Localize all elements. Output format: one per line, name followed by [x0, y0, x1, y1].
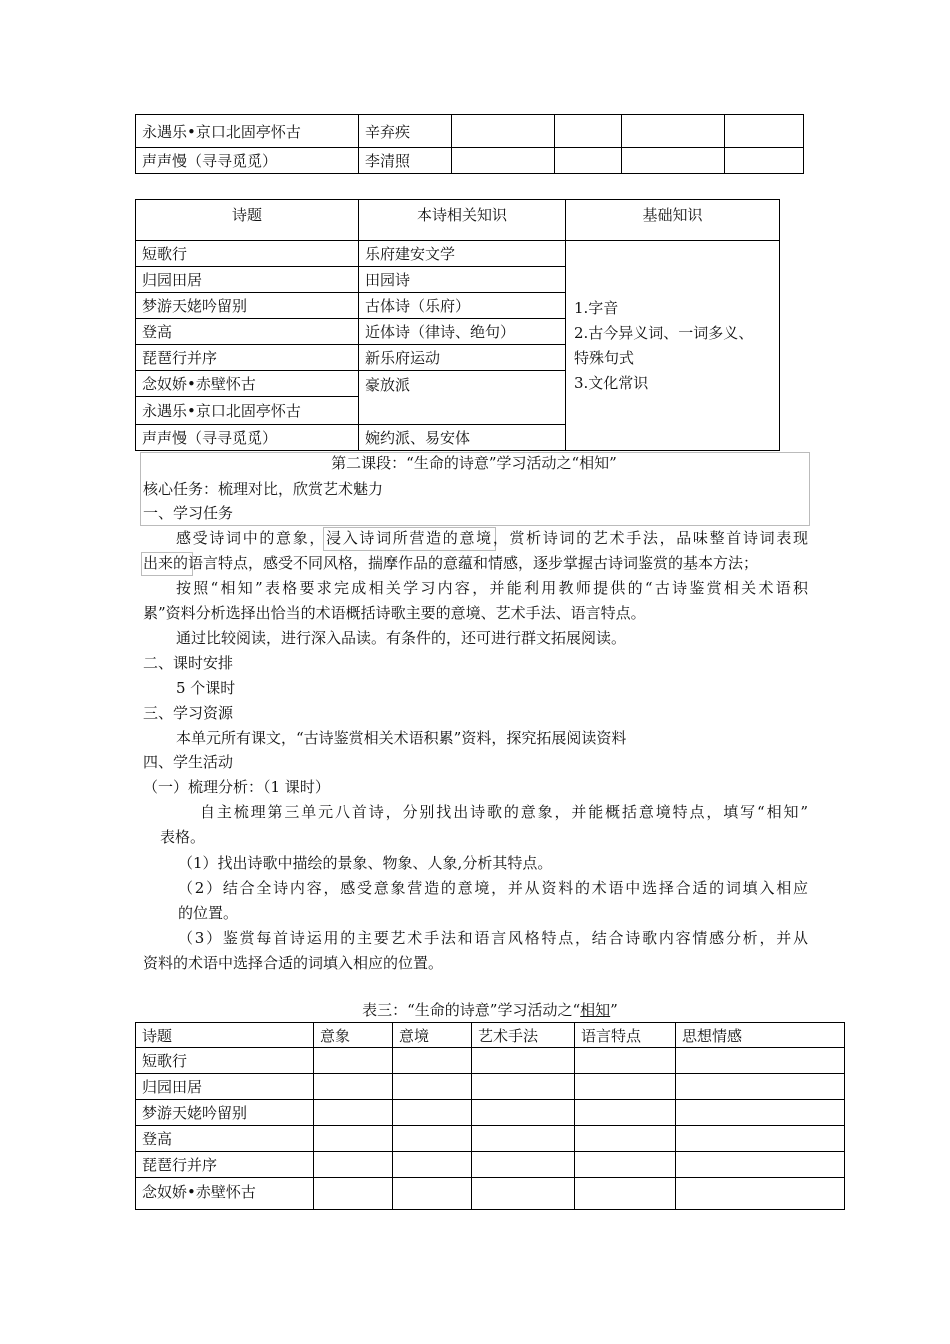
table-row [136, 241, 780, 267]
knowledge-cell: 乐府建安文学 [359, 241, 566, 267]
step-item: 资料的术语中选择合适的词填入相应的位置。 [143, 954, 444, 972]
knowledge-cell: 婉约派、易安体 [359, 425, 566, 451]
table-authors [135, 114, 804, 174]
header-cell: 意境 [393, 1023, 472, 1048]
hours-text: 5 个课时 [176, 679, 236, 697]
table-row [136, 1074, 845, 1100]
author-cell: 李清照 [359, 148, 452, 174]
poem-title-cell: 归园田居 [136, 1074, 314, 1100]
header-cell: 艺术手法 [472, 1023, 575, 1048]
header-cell: 本诗相关知识 [359, 200, 566, 241]
paragraph-line: 累”资料分析选择出恰当的术语概括诗歌主要的意境、艺术手法、语言特点。 [143, 604, 646, 622]
poem-title-cell: 短歌行 [136, 241, 359, 267]
poem-title-cell: 梦游天姥吟留别 [136, 1100, 314, 1126]
basics-line: 1.字音 [574, 298, 619, 317]
poem-title-cell: 永遇乐•京口北固亭怀古 [136, 397, 359, 425]
poem-title-cell: 登高 [136, 319, 359, 345]
table-xiangzhi [135, 1022, 845, 1210]
poem-title-cell: 永遇乐•京口北固亭怀古 [136, 115, 359, 148]
table-row [136, 1152, 845, 1178]
step-item: （2）结合全诗内容，感受意象营造的意境，并从资料的术语中选择合适的词填入相应 [178, 879, 808, 897]
table-knowledge [135, 199, 780, 451]
paragraph-line: 感受诗词中的意象，浸入诗词所营造的意境，赏析诗词的艺术手法，品味整首诗词表现 [176, 529, 808, 547]
knowledge-cell: 新乐府运动 [359, 345, 566, 371]
header-cell: 思想情感 [676, 1023, 845, 1048]
knowledge-cell: 田园诗 [359, 267, 566, 293]
core-task: 核心任务：梳理对比，欣赏艺术魅力 [143, 480, 384, 498]
step-item: 的位置。 [178, 904, 239, 922]
paragraph-line: 通过比较阅读，进行深入品读。有条件的，还可进行群文拓展阅读。 [176, 629, 627, 647]
poem-title-cell: 琵琶行并序 [136, 345, 359, 371]
poem-title-cell: 念奴娇•赤壁怀古 [136, 1178, 314, 1210]
basics-line: 3.文化常识 [574, 373, 649, 392]
author-cell: 辛弃疾 [359, 115, 452, 148]
resources-text: 本单元所有课文，“古诗鉴赏相关术语积累”资料，探究拓展阅读资料 [176, 729, 627, 747]
table-row [136, 1100, 845, 1126]
step-item: （3）鉴赏每首诗运用的主要艺术手法和语言风格特点，结合诗歌内容情感分析，并从 [178, 929, 808, 947]
heading-resources: 三、学习资源 [143, 704, 234, 722]
poem-title-cell: 声声慢（寻寻觅觅） [136, 148, 359, 174]
poem-title-cell: 琵琶行并序 [136, 1152, 314, 1178]
header-cell: 诗题 [136, 1023, 314, 1048]
heading-learning-tasks: 一、学习任务 [143, 504, 234, 522]
table-row [136, 148, 804, 174]
basics-line: 2.古今异义词、一词多义、 [574, 323, 754, 342]
table-header-row [136, 1023, 845, 1048]
poem-title-cell: 短歌行 [136, 1048, 314, 1074]
table-row [136, 1178, 845, 1210]
section-heading: 第二课段：“生命的诗意”学习活动之“相知” [331, 454, 617, 472]
header-cell: 诗题 [136, 200, 359, 241]
paragraph-line: 自主梳理第三单元八首诗，分别找出诗歌的意象，并能概括意境特点，填写“相知” [200, 803, 808, 821]
table3-caption: 表三：“生命的诗意”学习活动之“相知” [362, 1001, 618, 1019]
paragraph-line: 出来的语言特点，感受不同风格，揣摩作品的意蕴和情感，逐步掌握古诗词鉴赏的基本方法； [143, 554, 759, 572]
poem-title-cell: 归园田居 [136, 267, 359, 293]
knowledge-cell: 近体诗（律诗、绝句） [359, 319, 566, 345]
table-row [136, 1048, 845, 1074]
basics-line: 特殊句式 [574, 348, 635, 367]
poem-title-cell: 声声慢（寻寻觅觅） [136, 425, 359, 451]
basics-cell [566, 241, 780, 451]
poem-title-cell: 登高 [136, 1126, 314, 1152]
step-item: （1）找出诗歌中描绘的景象、物象、人象,分析其特点。 [178, 854, 553, 872]
knowledge-cell: 豪放派 [359, 371, 566, 425]
header-cell: 意象 [314, 1023, 393, 1048]
poem-title-cell: 念奴娇•赤壁怀古 [136, 371, 359, 397]
heading-schedule: 二、课时安排 [143, 654, 234, 672]
subheading-analysis: （一）梳理分析：（1 课时） [143, 778, 330, 796]
paragraph-line: 表格。 [160, 828, 206, 846]
poem-title-cell: 梦游天姥吟留别 [136, 293, 359, 319]
heading-activities: 四、学生活动 [143, 753, 234, 771]
table-row [136, 1126, 845, 1152]
knowledge-cell: 古体诗（乐府） [359, 293, 566, 319]
table-row [136, 115, 804, 148]
header-cell: 基础知识 [566, 200, 780, 241]
paragraph-line: 按照“相知”表格要求完成相关学习内容，并能利用教师提供的“古诗鉴赏相关术语积 [176, 579, 808, 597]
header-cell: 语言特点 [575, 1023, 676, 1048]
table-header-row [136, 200, 780, 241]
